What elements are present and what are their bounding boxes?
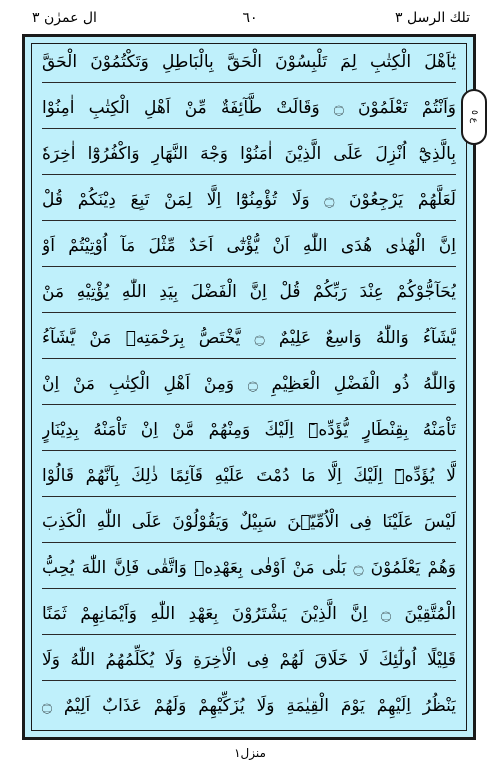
- verse-line-2: وَاَنْتُمْ تَعْلَمُوْنَ ۝ وَقَالَتْ طَّآئِفَةٌ مِّنْ اَهْلِ الْكِتٰبِ اٰمِنُوْا: [42, 90, 456, 129]
- juz-title: تلك الرسل ٣: [395, 10, 470, 26]
- verse-line-5: اِنَّ الْهُدٰى هُدَى اللّٰهِ اَنْ يُّؤْتٰٓى اَحَدٌ مِّثْلَ مَآ اُوْتِيْتُمْ اَوْ: [42, 228, 456, 267]
- verse-line-10: لَّا يُؤَدِّهٖٓ اِلَيْكَ اِلَّا مَا دُمْتَ عَلَيْهِ قَآئِمًا ذٰلِكَ بِاَنَّهُمْ قَالُوْا: [42, 458, 456, 497]
- verse-line-6: يُحَآجُّوْكُمْ عِنْدَ رَبِّكُمْ قُلْ اِنَّ الْفَضْلَ بِيَدِ اللّٰهِ يُؤْتِيْهِ مَنْ: [42, 274, 456, 313]
- verse-line-12: وَهُمْ يَعْلَمُوْنَ ۝ بَلٰى مَنْ اَوْفٰى بِعَهْدِهٖ وَاتَّقٰى فَاِنَّ اللّٰهَ يُحِبُّ: [42, 550, 456, 589]
- verse-line-11: لَيْسَ عَلَيْنَا فِى الْاُمِّيّٖنَ سَبِيْلٌ وَيَقُوْلُوْنَ عَلَى اللّٰهِ الْكَذِبَ: [42, 504, 456, 543]
- verse-line-14: قَلِيْلًا اُولٰٓئِكَ لَا خَلَاقَ لَهُمْ فِى الْاٰخِرَةِ وَلَا يُكَلِّمُهُمُ اللّٰهُ وَلَا: [42, 642, 456, 681]
- ruku-marker: ع ٥: [461, 89, 487, 145]
- verse-line-9: تَاْمَنْهُ بِقِنْطَارٍ يُّؤَدِّهٖٓ اِلَيْكَ وَمِنْهُمْ مَّنْ اِنْ تَاْمَنْهُ بِدِيْنَارٍ: [42, 412, 456, 451]
- manzil-footer: منزل١: [234, 746, 266, 760]
- verse-line-3: بِالَّذِيْٓ اُنْزِلَ عَلَى الَّذِيْنَ اٰمَنُوْا وَجْهَ النَّهَارِ وَاكْفُرُوْٓا اٰخِرَهٗ: [42, 136, 456, 175]
- verse-line-13: الْمُتَّقِيْنَ ۝ اِنَّ الَّذِيْنَ يَشْتَرُوْنَ بِعَهْدِ اللّٰهِ وَاَيْمَانِهِمْ ثَمَنًا: [42, 596, 456, 635]
- page-frame: [22, 34, 479, 740]
- verse-lines: [32, 44, 466, 730]
- verse-line-15: يَنْظُرُ اِلَيْهِمْ يَوْمَ الْقِيٰمَةِ وَلَا يُزَكِّيْهِمْ وَلَهُمْ عَذَابٌ اَلِيْمٌ ۝: [42, 696, 456, 716]
- verse-line-4: لَعَلَّهُمْ يَرْجِعُوْنَ ۝ وَلَا تُؤْمِنُوْٓا اِلَّا لِمَنْ تَبِعَ دِيْنَكُمْ قُلْ: [42, 182, 456, 221]
- verse-line-1: يٰٓاَهْلَ الْكِتٰبِ لِمَ تَلْبِسُوْنَ الْحَقَّ بِالْبَاطِلِ وَتَكْتُمُوْنَ الْحَقَّ: [42, 44, 456, 83]
- page-number: ٦٠: [242, 10, 258, 26]
- verse-line-7: يَّشَآءُ وَاللّٰهُ وَاسِعٌ عَلِيْمٌ ۝ يَّخْتَصُّ بِرَحْمَتِهٖ مَنْ يَّشَآءُ: [42, 320, 456, 359]
- surah-title: ال عمرٰن ٣: [32, 10, 97, 26]
- text-area: [31, 43, 467, 731]
- page-header: [22, 6, 478, 34]
- verse-line-8: وَاللّٰهُ ذُو الْفَضْلِ الْعَظِيْمِ ۝ وَمِنْ اَهْلِ الْكِتٰبِ مَنْ اِنْ: [42, 366, 456, 405]
